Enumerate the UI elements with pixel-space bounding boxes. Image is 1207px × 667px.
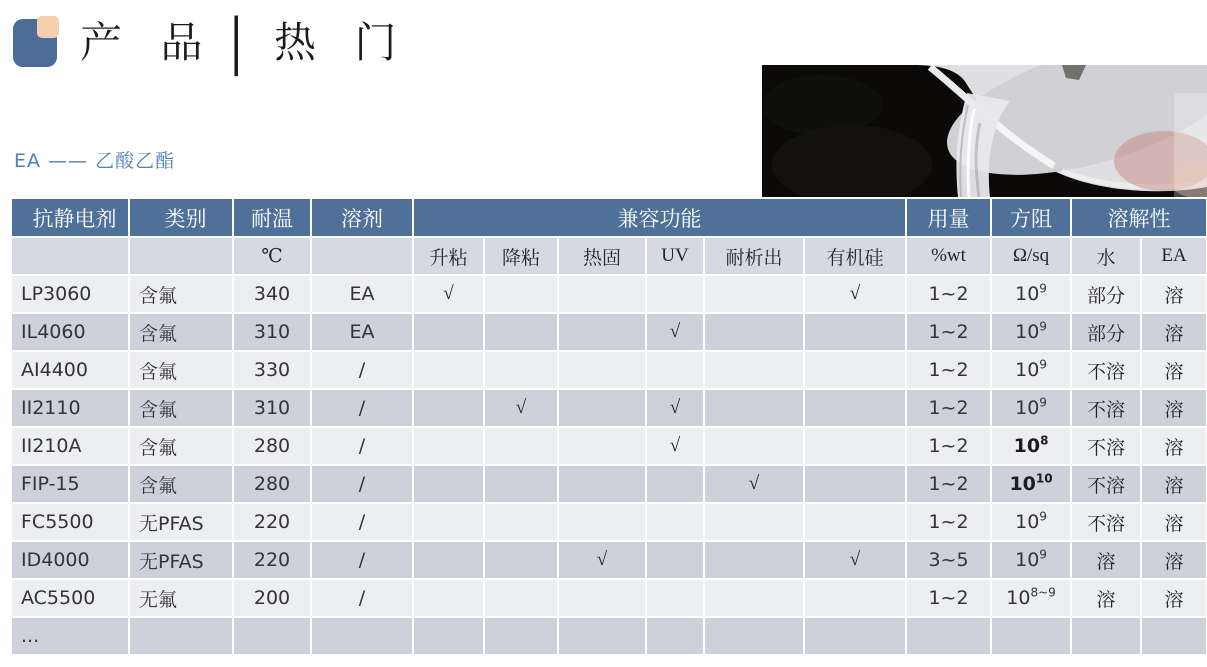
- compat-cell: [646, 275, 704, 313]
- ea-solubility-cell: 溶: [1141, 427, 1207, 465]
- compat-cell: [558, 313, 646, 351]
- subheader-cell: 耐析出: [704, 237, 804, 275]
- water-solubility-cell: 部分: [1071, 313, 1141, 351]
- table-row: [11, 313, 1207, 351]
- resistance-exponent: 9: [1039, 357, 1047, 372]
- ea-solubility-cell: 溶: [1141, 465, 1207, 503]
- category-cell: 含氟: [129, 351, 233, 389]
- compat-cell: [413, 427, 484, 465]
- table-row: [11, 275, 1207, 313]
- temp-cell: 280: [233, 427, 311, 465]
- compat-cell: [484, 579, 558, 617]
- compat-cell: [484, 427, 558, 465]
- liquid-pouring-photo-art: [762, 65, 1207, 197]
- ea-solubility-cell: 溶: [1141, 275, 1207, 313]
- compat-cell: [646, 579, 704, 617]
- water-solubility-cell: 不溶: [1071, 503, 1141, 541]
- product-table-body: [11, 275, 1207, 655]
- category-cell: 无PFAS: [129, 541, 233, 579]
- resistance-exponent: 10: [1035, 471, 1053, 486]
- table-row: [11, 427, 1207, 465]
- temp-cell: [233, 617, 311, 655]
- temp-cell: 310: [233, 313, 311, 351]
- ea-solubility-cell: 溶: [1141, 389, 1207, 427]
- compat-cell: [484, 351, 558, 389]
- compat-cell: [704, 389, 804, 427]
- dosage-cell: 1~2: [906, 313, 991, 351]
- dosage-cell: 1~2: [906, 275, 991, 313]
- table-row: [11, 503, 1207, 541]
- compat-cell: [704, 579, 804, 617]
- compat-cell: [484, 313, 558, 351]
- subheader-cell: ℃: [233, 237, 311, 275]
- resistance-exponent: 9: [1039, 319, 1047, 334]
- compat-cell: √: [413, 275, 484, 313]
- compat-cell: √: [646, 389, 704, 427]
- compat-cell: [413, 503, 484, 541]
- header-row-sub: [11, 237, 1207, 275]
- category-cell: 含氟: [129, 275, 233, 313]
- solvent-cell: /: [311, 541, 413, 579]
- title-left: 产 品: [80, 21, 217, 67]
- product-name-cell: FC5500: [11, 503, 129, 541]
- subheader-cell: Ω/sq: [991, 237, 1071, 275]
- solvent-cell: /: [311, 579, 413, 617]
- compat-cell: [558, 503, 646, 541]
- compat-cell: [558, 617, 646, 655]
- subheader-cell: 水: [1071, 237, 1141, 275]
- temp-cell: 340: [233, 275, 311, 313]
- category-cell: 含氟: [129, 465, 233, 503]
- header-cell: 抗静电剂: [11, 198, 129, 237]
- ea-solubility-cell: 溶: [1141, 351, 1207, 389]
- dosage-cell: 3~5: [906, 541, 991, 579]
- dosage-cell: 1~2: [906, 427, 991, 465]
- resistance-exponent: 8~9: [1030, 585, 1056, 600]
- liquid-pouring-photo: [762, 65, 1207, 197]
- water-solubility-cell: 不溶: [1071, 427, 1141, 465]
- compat-cell: √: [804, 541, 906, 579]
- compat-cell: [804, 351, 906, 389]
- subheader-cell: [129, 237, 233, 275]
- header-cell: 耐温: [233, 198, 311, 237]
- compat-cell: [413, 389, 484, 427]
- solvent-cell: EA: [311, 275, 413, 313]
- subheader-cell: UV: [646, 237, 704, 275]
- solvent-cell: /: [311, 427, 413, 465]
- category-cell: 无PFAS: [129, 503, 233, 541]
- header-cell: 溶解性: [1071, 198, 1207, 237]
- compat-cell: [646, 465, 704, 503]
- compat-cell: [704, 617, 804, 655]
- header-cell: 类别: [129, 198, 233, 237]
- subheader-cell: 降粘: [484, 237, 558, 275]
- solvent-cell: /: [311, 503, 413, 541]
- water-solubility-cell: 溶: [1071, 541, 1141, 579]
- resistance-cell: $10^8$: [991, 427, 1071, 465]
- resistance-exponent: 9: [1039, 509, 1047, 524]
- category-cell: 无氟: [129, 579, 233, 617]
- resistance-exponent: 9: [1039, 547, 1047, 562]
- temp-cell: 220: [233, 541, 311, 579]
- compat-cell: √: [484, 389, 558, 427]
- compat-cell: √: [704, 465, 804, 503]
- solvent-cell: /: [311, 351, 413, 389]
- dosage-cell: 1~2: [906, 465, 991, 503]
- subheader-cell: 有机硅: [804, 237, 906, 275]
- header-cell: 用量: [906, 198, 991, 237]
- water-solubility-cell: 溶: [1071, 579, 1141, 617]
- category-cell: [129, 617, 233, 655]
- product-name-cell: LP3060: [11, 275, 129, 313]
- solvent-cell: [311, 617, 413, 655]
- compat-cell: [558, 465, 646, 503]
- compat-cell: [646, 503, 704, 541]
- product-name-cell: ID4000: [11, 541, 129, 579]
- solvent-cell: EA: [311, 313, 413, 351]
- category-cell: 含氟: [129, 313, 233, 351]
- product-name-cell: ...: [11, 617, 129, 655]
- subheader-cell: EA: [1141, 237, 1207, 275]
- subheader-cell: 升粘: [413, 237, 484, 275]
- compat-cell: [484, 275, 558, 313]
- header-cell: 兼容功能: [413, 198, 906, 237]
- table-row: [11, 541, 1207, 579]
- header-row-main: [11, 198, 1207, 237]
- compat-cell: [646, 351, 704, 389]
- compat-cell: [558, 351, 646, 389]
- category-cell: 含氟: [129, 427, 233, 465]
- resistance-cell: [991, 617, 1071, 655]
- product-name-cell: IL4060: [11, 313, 129, 351]
- temp-cell: 310: [233, 389, 311, 427]
- compat-cell: [704, 351, 804, 389]
- subheader-cell: %wt: [906, 237, 991, 275]
- temp-cell: 330: [233, 351, 311, 389]
- resistance-exponent: 8: [1040, 433, 1049, 448]
- resistance-cell: $10^9$: [991, 389, 1071, 427]
- compat-cell: [704, 427, 804, 465]
- compat-cell: [704, 503, 804, 541]
- table-row: [11, 389, 1207, 427]
- dosage-cell: [906, 617, 991, 655]
- resistance-cell: $10^{10}$: [991, 465, 1071, 503]
- header-cell: 方阻: [991, 198, 1071, 237]
- compat-cell: [413, 541, 484, 579]
- resistance-cell: $10^9$: [991, 275, 1071, 313]
- compat-cell: [413, 617, 484, 655]
- resistance-cell: $10^9$: [991, 503, 1071, 541]
- solvent-cell: /: [311, 389, 413, 427]
- dosage-cell: 1~2: [906, 389, 991, 427]
- water-solubility-cell: [1071, 617, 1141, 655]
- compat-cell: [804, 313, 906, 351]
- solvent-subtitle: EA —— 乙酸乙酯: [14, 150, 176, 172]
- product-name-cell: AC5500: [11, 579, 129, 617]
- product-name-cell: FIP-15: [11, 465, 129, 503]
- ea-solubility-cell: 溶: [1141, 313, 1207, 351]
- compat-cell: [558, 579, 646, 617]
- subheader-cell: 热固: [558, 237, 646, 275]
- product-name-cell: AI4400: [11, 351, 129, 389]
- category-cell: 含氟: [129, 389, 233, 427]
- resistance-cell: $10^9$: [991, 351, 1071, 389]
- compat-cell: [704, 313, 804, 351]
- compat-cell: [646, 541, 704, 579]
- ea-solubility-cell: 溶: [1141, 503, 1207, 541]
- header-cell: 溶剂: [311, 198, 413, 237]
- temp-cell: 220: [233, 503, 311, 541]
- water-solubility-cell: 不溶: [1071, 465, 1141, 503]
- compat-cell: [413, 313, 484, 351]
- compat-cell: √: [558, 541, 646, 579]
- dosage-cell: 1~2: [906, 579, 991, 617]
- compat-cell: [484, 617, 558, 655]
- subheader-cell: [11, 237, 129, 275]
- ea-solubility-cell: 溶: [1141, 579, 1207, 617]
- compat-cell: [646, 617, 704, 655]
- compat-cell: [484, 465, 558, 503]
- compat-cell: [704, 275, 804, 313]
- product-name-cell: II2110: [11, 389, 129, 427]
- compat-cell: [804, 427, 906, 465]
- ea-solubility-cell: 溶: [1141, 541, 1207, 579]
- product-table: [10, 197, 1207, 656]
- title-separator-icon: │: [218, 16, 268, 72]
- compat-cell: √: [646, 313, 704, 351]
- table-row: [11, 579, 1207, 617]
- compat-cell: [484, 541, 558, 579]
- logo-peach-square-icon: [37, 16, 59, 38]
- water-solubility-cell: 不溶: [1071, 389, 1141, 427]
- water-solubility-cell: 部分: [1071, 275, 1141, 313]
- resistance-exponent: 9: [1039, 395, 1047, 410]
- compat-cell: [804, 503, 906, 541]
- solvent-cell: /: [311, 465, 413, 503]
- compat-cell: [558, 275, 646, 313]
- resistance-exponent: 9: [1039, 281, 1047, 296]
- compat-cell: [804, 579, 906, 617]
- table-row: [11, 617, 1207, 655]
- compat-cell: [413, 351, 484, 389]
- ea-solubility-cell: [1141, 617, 1207, 655]
- temp-cell: 200: [233, 579, 311, 617]
- dosage-cell: 1~2: [906, 351, 991, 389]
- resistance-cell: $10^{8\sim 9}$: [991, 579, 1071, 617]
- product-table-head: [11, 198, 1207, 275]
- page-title: [80, 16, 410, 72]
- subheader-cell: [311, 237, 413, 275]
- compat-cell: [704, 541, 804, 579]
- compat-cell: [558, 427, 646, 465]
- resistance-cell: $10^9$: [991, 313, 1071, 351]
- resistance-cell: $10^9$: [991, 541, 1071, 579]
- compat-cell: [413, 465, 484, 503]
- product-name-cell: II210A: [11, 427, 129, 465]
- table-row: [11, 465, 1207, 503]
- temp-cell: 280: [233, 465, 311, 503]
- compat-cell: [558, 389, 646, 427]
- compat-cell: [413, 579, 484, 617]
- dosage-cell: 1~2: [906, 503, 991, 541]
- title-right: 热 门: [273, 21, 411, 67]
- compat-cell: √: [804, 275, 906, 313]
- compat-cell: [804, 389, 906, 427]
- compat-cell: [804, 617, 906, 655]
- table-row: [11, 351, 1207, 389]
- compat-cell: [804, 465, 906, 503]
- compat-cell: [484, 503, 558, 541]
- compat-cell: √: [646, 427, 704, 465]
- water-solubility-cell: 不溶: [1071, 351, 1141, 389]
